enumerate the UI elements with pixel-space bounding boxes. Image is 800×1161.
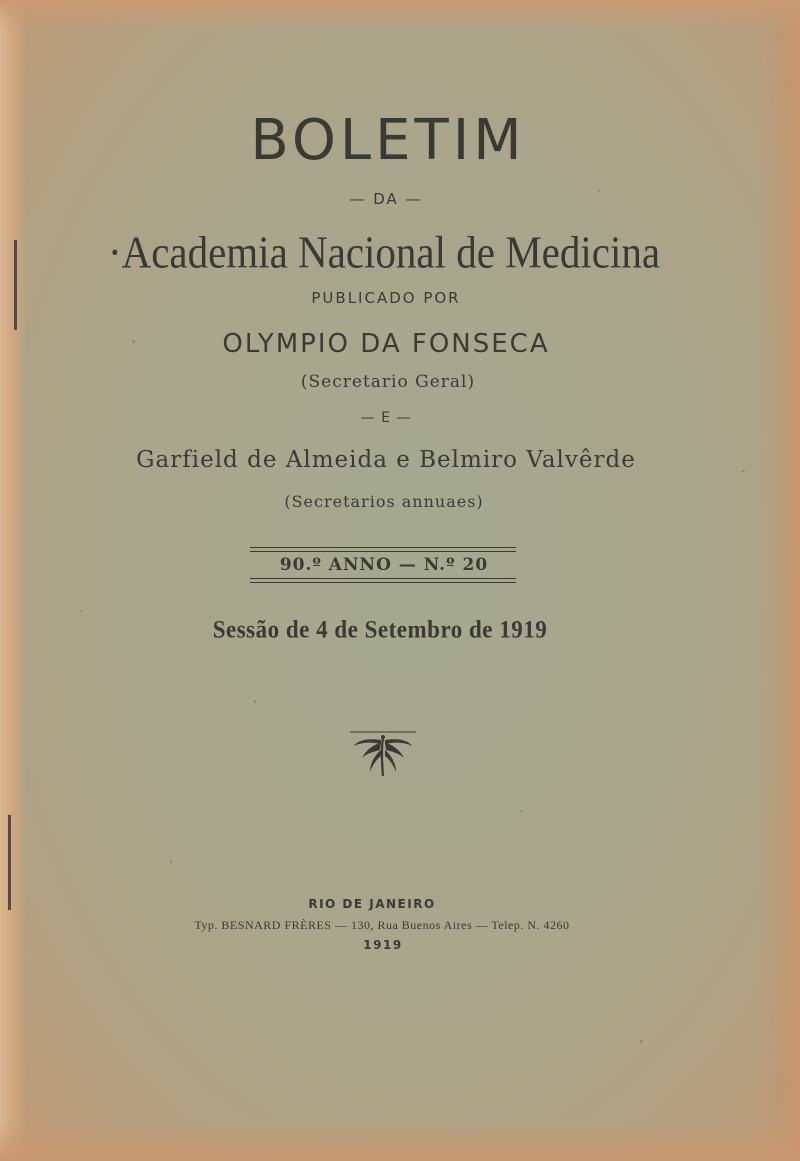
imprint-printer: Typ. BESNARD FRÈRES — 130, Rua Buenos Aires — Telep. N. 4260 bbox=[194, 918, 570, 932]
fleuron-ornament-icon bbox=[348, 728, 418, 780]
co-editors-names: Garfield de Almeida e Belmiro Valvêrde bbox=[136, 447, 636, 473]
conjunction-line: — E — bbox=[360, 410, 412, 426]
volume-rule-bottom-outer bbox=[250, 582, 516, 583]
volume-rule-top-outer bbox=[250, 547, 516, 548]
editor-role: (Secretario Geral) bbox=[300, 372, 476, 392]
volume-number: 90.º ANNO — N.º 20 bbox=[279, 555, 489, 575]
paper-speck bbox=[80, 610, 82, 612]
paper-speck bbox=[520, 810, 522, 812]
imprint-year: 1919 bbox=[363, 938, 403, 952]
session-date: Sessão de 4 de Setembro de 1919 bbox=[212, 615, 548, 644]
paper-speck bbox=[254, 700, 256, 703]
paper-edge-top bbox=[0, 0, 800, 30]
volume-rule-top-inner bbox=[250, 551, 516, 552]
imprint-city: RIO DE JANEIRO bbox=[308, 897, 436, 911]
paper-speck bbox=[640, 1040, 643, 1043]
cover-title: BOLETIM bbox=[250, 108, 526, 173]
paper-edge-bottom bbox=[0, 1121, 800, 1161]
paper-edge-left bbox=[0, 0, 26, 1161]
paper-speck bbox=[170, 860, 172, 863]
da-line: — DA — bbox=[349, 190, 423, 208]
editor-name: OLYMPIO DA FONSECA bbox=[222, 329, 550, 359]
published-by-label: PUBLICADO POR bbox=[311, 289, 461, 307]
binding-thread-lower bbox=[8, 815, 11, 910]
co-editors-role: (Secretarios annuaes) bbox=[284, 492, 484, 511]
institution-name: ·Academia Nacional de Medicina bbox=[107, 226, 661, 278]
volume-rule-bottom-inner bbox=[250, 578, 516, 579]
paper-edge-right bbox=[760, 0, 800, 1161]
